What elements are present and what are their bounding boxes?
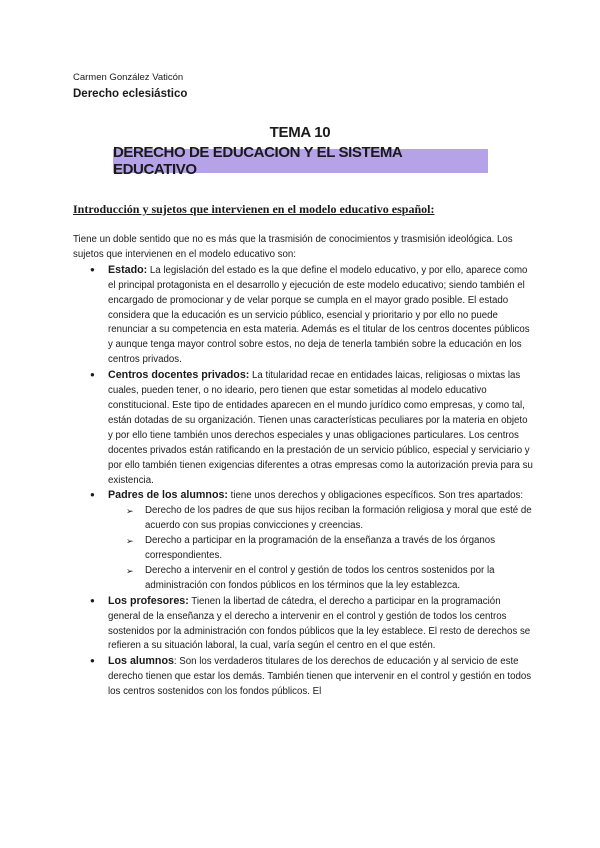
term: Estado: bbox=[108, 263, 148, 276]
item-text: La titularidad recae en entidades laicas, religiosas o mixtas las cuales, pueden tener, o no ideario, pero tienen que estar sometidas al modelo educativo constitucional. Este tipo de entidades aparecen en el mundo jurídico como empresas, y como tal, están dotadas de su organización. Tienen unas características peculiares por la materia en objeto y por ello tiene también unos derechos especiales y unas obligaciones particulares. Los centros docentes privados están ratificando en la prestación de un servicio público, especial y serviciario y por ello también tienen exigencias diferentes a otras empresas como la autorización previa para su existencia. bbox=[108, 370, 533, 486]
list-item-estado bbox=[73, 263, 533, 368]
list-item-centros bbox=[73, 368, 533, 488]
item-text: Tienen la libertad de cátedra, el derecho a participar en la programación general de la enseñanza y el derecho a intervenir en el control y gestión de todos los centros sostenidos por la administración con fondos públicos que la ley establece. El resto de derechos se refieren a su situación laboral, la cual, varía según el centro en el que estén. bbox=[108, 595, 531, 652]
tema-title: TEMA 10 bbox=[269, 124, 331, 141]
term: Los alumnos bbox=[108, 655, 174, 668]
section-heading: Introducción y sujetos que intervienen en el modelo educativo español: bbox=[73, 202, 435, 216]
list-item-padres bbox=[73, 488, 533, 593]
intro-paragraph: Tiene un doble sentido que no es más que la trasmisión de conocimientos y trasmisión ideológica. Los sujetos que intervienen en el modelo educativo son: bbox=[73, 234, 513, 260]
item-text: tiene unos derechos y obligaciones específicos. Son tres apartados: bbox=[227, 490, 524, 502]
list-item-profesores bbox=[73, 594, 533, 655]
subtitle-text: DERECHO DE EDUCACION Y EL SISTEMA EDUCATIVO bbox=[113, 144, 402, 178]
sublist-item: ➢ Derecho a participar en la programación de la enseñanza a través de los órganos correspondientes. bbox=[108, 534, 533, 564]
body-content bbox=[73, 233, 533, 700]
item-text: La legislación del estado es la que define el modelo educativo, y por ello, aparece como el principal protagonista en el desarrollo y ejecución de este modelo educativo; siendo también el encargado de promocionar y de velar porque se cumpla en el mayor grado posible. El estado considera que la educación es un servicio público, esencial y prioritario y por ello no puede renunciar a su competencia en esta materia. Además es el titular de los centros docentes públicos y aunque tenga mayor control sobre estos, no deja de tenerla también sobre la educación en los centros privados. bbox=[108, 264, 530, 366]
subjects-list bbox=[73, 263, 533, 700]
list-item-alumnos bbox=[73, 654, 533, 700]
subtitle-highlight bbox=[113, 144, 488, 178]
term: Padres de los alumnos: bbox=[108, 489, 228, 502]
padres-sublist bbox=[108, 504, 533, 593]
term: Los profesores: bbox=[108, 594, 189, 607]
course-name: Derecho eclesiástico bbox=[73, 88, 188, 100]
item-text: : Son los verdaderos titulares de los derechos de educación y al servicio de este derecho tienen que estar los demás. También tienen que intervenir en el control y gestión en todos los centros sostenidos con los fondos públicos. El bbox=[108, 656, 532, 698]
sublist-item: ➢ Derecho de los padres de que sus hijos reciban la formación religiosa y moral que esté de acuerdo con sus propias convicciones y creencias. bbox=[108, 504, 533, 534]
term: Centros docentes privados: bbox=[108, 369, 250, 382]
author-name: Carmen González Vaticón bbox=[73, 72, 184, 83]
sublist-item: ➢ Derecho a intervenir en el control y gestión de todos los centros sostenidos por la administración con fondos públicos en los términos que la ley establezca. bbox=[108, 564, 533, 594]
